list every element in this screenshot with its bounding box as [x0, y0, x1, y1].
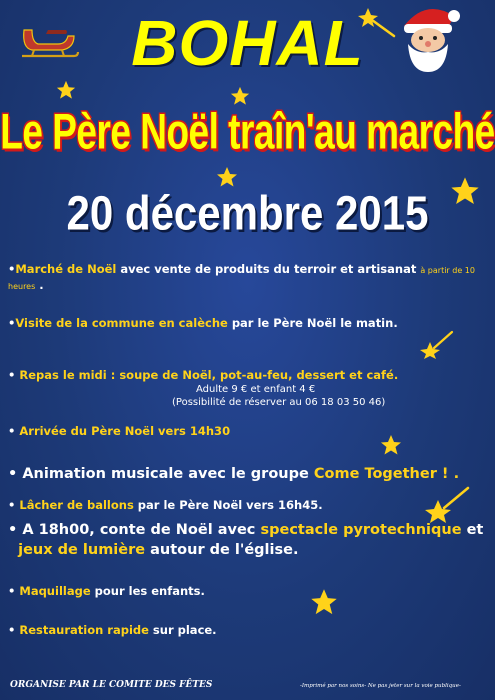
item-text: et	[461, 522, 484, 538]
item-text: Animation musicale avec le groupe	[17, 466, 314, 482]
item-text: A 18h00, conte de Noël avec	[17, 522, 261, 538]
bullet: •	[8, 424, 16, 438]
item-text: autour de l'église.	[145, 542, 299, 558]
event-date: 20 décembre 2015	[66, 186, 429, 241]
item-highlight: Come Together ! .	[313, 466, 460, 482]
list-item-animation	[8, 464, 488, 484]
item-text: pour les enfants.	[90, 584, 205, 598]
list-item-arrivee	[8, 424, 488, 439]
item-highlight: Repas le midi : soupe de Noël, pot-au-feu, dessert et café.	[19, 368, 399, 382]
list-item-lacher	[8, 498, 488, 513]
list-item-marche	[8, 262, 488, 294]
item-highlight: Marché de Noël	[15, 262, 117, 276]
item-text: sur place.	[148, 623, 217, 637]
bullet: •	[8, 262, 16, 276]
footer-organizer: ORGANISE PAR LE COMITE DES FÊTES	[10, 680, 213, 690]
shooting-star-icon	[420, 330, 454, 360]
bullet: •	[8, 498, 16, 512]
star-icon	[56, 80, 76, 100]
item-highlight: Visite de la commune en calèche	[15, 316, 228, 330]
repas-price: Adulte 9 € et enfant 4 €	[196, 384, 316, 395]
star-icon	[216, 166, 238, 188]
list-item-repas	[8, 368, 488, 383]
page-title: BOHAL	[131, 7, 364, 79]
list-item-visite	[8, 316, 488, 331]
list-item-maquillage	[8, 584, 488, 599]
bullet: •	[8, 522, 18, 538]
repas-reservation: (Possibilité de réserver au 06 18 03 50 46)	[172, 397, 386, 408]
bullet: •	[8, 584, 16, 598]
item-highlight: Maquillage	[19, 584, 91, 598]
item-highlight: jeux de lumière	[18, 542, 146, 558]
item-end: .	[35, 278, 44, 292]
item-small-note: à partir de 10 heures	[8, 266, 475, 291]
item-highlight: spectacle pyrotechnique	[260, 522, 462, 538]
item-text: par le Père Noël vers 16h45.	[133, 498, 323, 512]
item-highlight: Restauration rapide	[19, 623, 149, 637]
item-text: par le Père Noël le matin.	[227, 316, 398, 330]
item-highlight: Lâcher de ballons	[19, 498, 134, 512]
list-item-conte	[8, 520, 488, 560]
bullet: •	[8, 466, 18, 482]
footer-notice: -Imprimé par nos soins- Ne pas jeter sur la voie publique-	[300, 683, 461, 689]
subtitle: Le Père Noël traîn'au marché	[0, 104, 495, 160]
bullet: •	[8, 316, 16, 330]
list-item-restauration	[8, 623, 488, 638]
star-icon	[230, 86, 250, 106]
item-highlight: Arrivée du Père Noël vers 14h30	[19, 424, 231, 438]
bullet: •	[8, 623, 16, 637]
bullet: •	[8, 368, 16, 382]
item-text: avec vente de produits du terroir et artisanat	[116, 262, 421, 276]
